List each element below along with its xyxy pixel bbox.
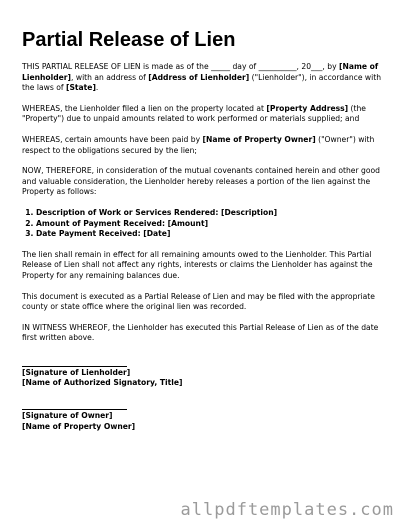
document-page xyxy=(22,28,390,448)
owner-name-label: [Name of Property Owner] xyxy=(22,421,136,431)
intro-paragraph xyxy=(22,62,390,94)
lienholder-signature-block xyxy=(22,362,390,389)
release-details-list xyxy=(22,208,390,240)
whereas2-text-1: WHEREAS, certain amounts have been paid by xyxy=(22,134,203,144)
whereas2-text-2: ("Owner") with respect to the obligations secured by the lien; xyxy=(22,134,375,155)
list-item: 3. Date Payment Received: [Date] xyxy=(36,229,390,240)
executed-paragraph: This document is executed as a Partial Release of Lien and may be filed with the appropriate county or state office where the original lien was recorded. xyxy=(22,291,375,312)
whereas1-text-2: (the "Property") due to unpaid amounts related to work performed or materials supplied; and xyxy=(22,103,366,124)
whereas1-text-1: WHEREAS, the Lienholder filed a lien on the property located at xyxy=(22,103,267,113)
whereas-paragraph-2 xyxy=(22,135,390,156)
intro-text-4: . xyxy=(95,83,99,93)
owner-signature-label: [Signature of Owner] xyxy=(22,411,113,421)
intro-text-3: ("Lienholder"), in accordance with the laws of xyxy=(22,72,382,93)
intro-text-2: , with an address of xyxy=(71,72,149,82)
lienholder-address-placeholder: [Address of Lienholder] xyxy=(148,72,250,82)
intro-text-1: THIS PARTIAL RELEASE OF LIEN is made as of the _____ day of __________, 20___, by xyxy=(22,62,339,71)
property-address-placeholder: [Property Address] xyxy=(266,103,349,113)
lienholder-signature-label: [Signature of Lienholder] xyxy=(22,367,131,377)
owner-signature-line xyxy=(22,405,127,410)
lienholder-signature-line xyxy=(22,362,127,367)
signature-section xyxy=(22,362,390,432)
list-item: 1. Description of Work or Services Rendered: [Description] xyxy=(36,208,390,219)
now-therefore-paragraph: NOW, THEREFORE, in consideration of the mutual covenants contained herein and other good and valuable consideration, the Lienholder hereby releases a portion of the lien against the Property as follows: xyxy=(22,166,380,197)
remain-paragraph: The lien shall remain in effect for all remaining amounts owed to the Lienholder. This Partial Release of Lien shall not affect any rights, interests or claims the Lienholder has against the Property for any remaining balances due. xyxy=(22,249,373,280)
witness-paragraph: IN WITNESS WHEREOF, the Lienholder has executed this Partial Release of Lien as of the date first written above. xyxy=(22,322,379,343)
document-title: Partial Release of Lien xyxy=(22,29,236,51)
state-placeholder: [State] xyxy=(65,83,96,93)
owner-name-placeholder: [Name of Property Owner] xyxy=(202,134,316,144)
owner-signature-block xyxy=(22,405,390,432)
whereas-paragraph-1 xyxy=(22,104,390,125)
authorized-signatory-label: [Name of Authorized Signatory, Title] xyxy=(22,378,183,388)
lienholder-name-placeholder: [Name of Lienholder] xyxy=(22,62,379,82)
list-item: 2. Amount of Payment Received: [Amount] xyxy=(36,219,390,230)
footer-watermark: allpdftemplates.com xyxy=(180,500,394,520)
